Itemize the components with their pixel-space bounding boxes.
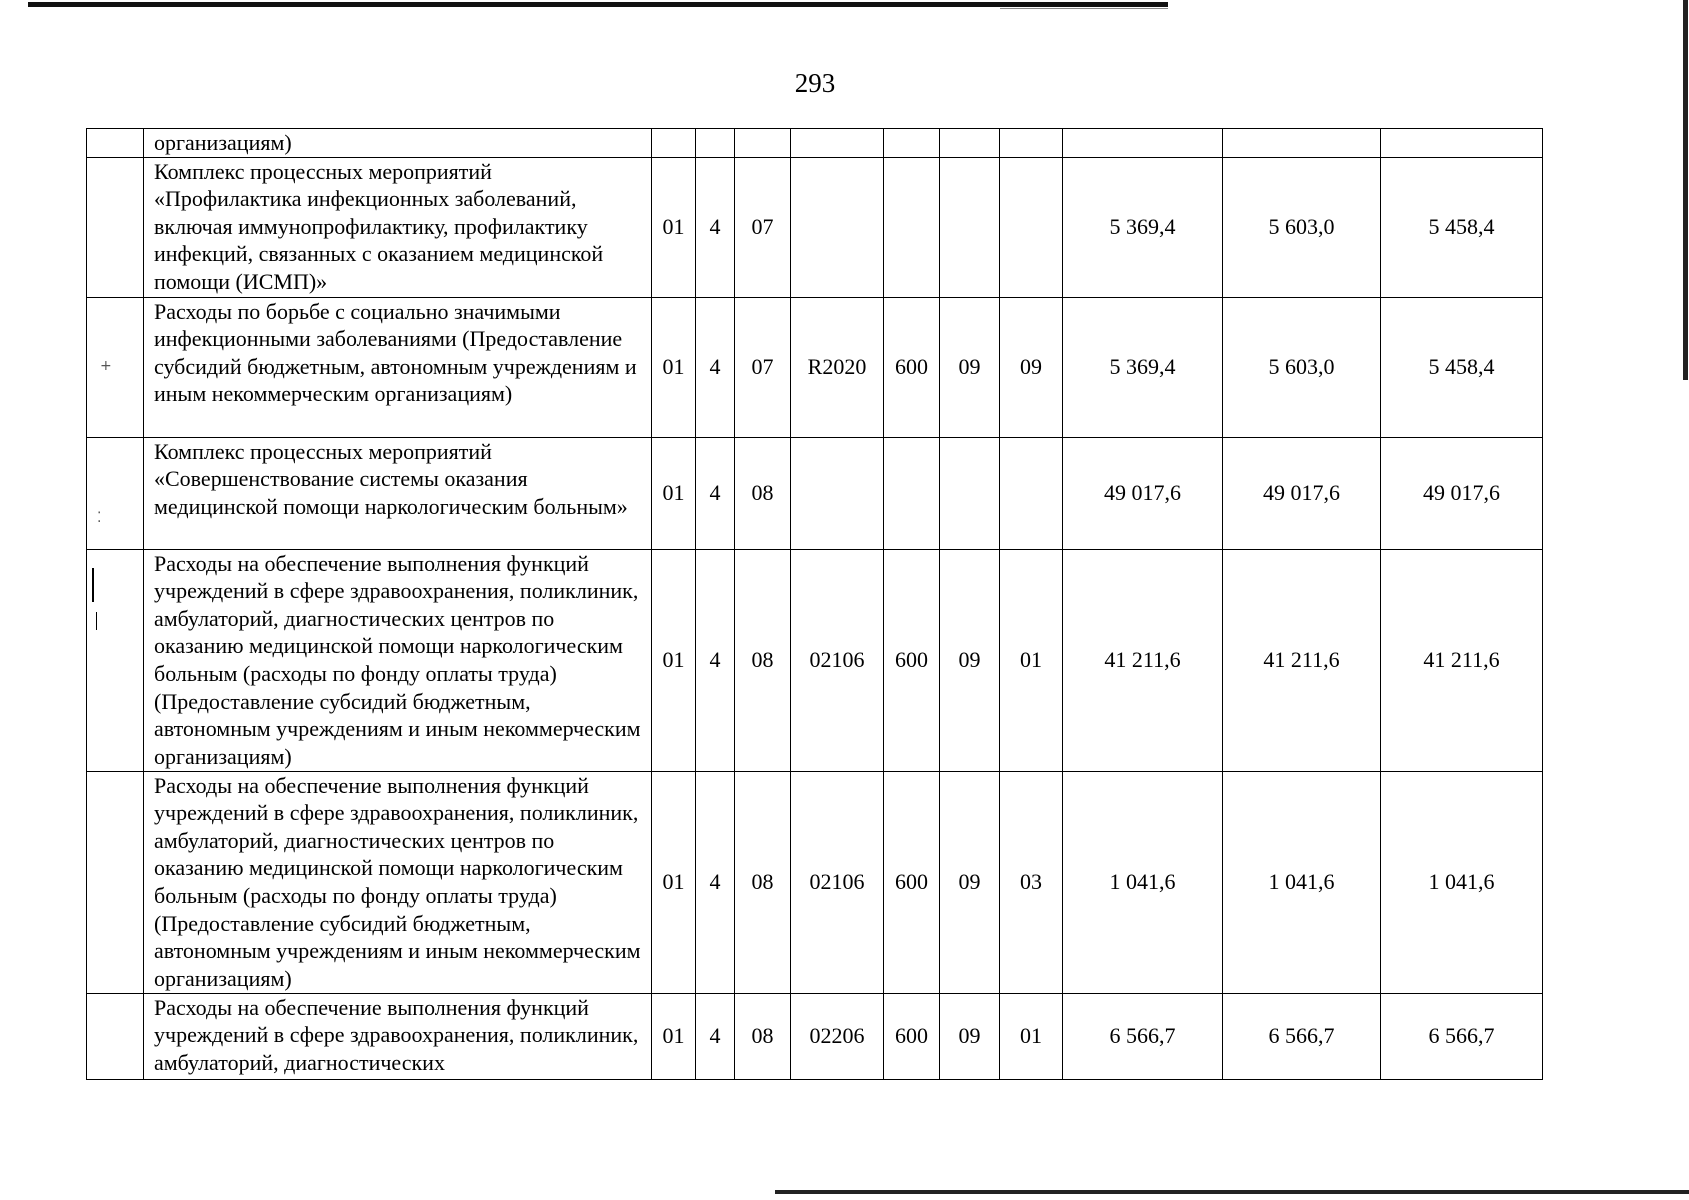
code-cell: 01 bbox=[652, 157, 696, 297]
amount-cell: 41 211,6 bbox=[1063, 549, 1223, 771]
code-cell: 02106 bbox=[791, 549, 884, 771]
row-index-cell bbox=[87, 157, 144, 297]
amount-cell: 1 041,6 bbox=[1223, 771, 1381, 993]
item-name: Комплекс процессных мероприятий «Профилактика инфекционных заболеваний, включая иммунопрофилактику, профилактику инфекций, связанных с оказанием медицинской помощи (ИСМП)» bbox=[144, 157, 652, 297]
code-cell bbox=[1000, 157, 1063, 297]
scan-speck: + bbox=[100, 358, 112, 374]
code-cell bbox=[940, 157, 1000, 297]
code-cell: 01 bbox=[652, 297, 696, 437]
code-cell bbox=[791, 437, 884, 549]
code-cell: 600 bbox=[884, 771, 940, 993]
row-index-cell bbox=[87, 297, 144, 437]
amount-cell: 6 566,7 bbox=[1223, 993, 1381, 1079]
bottom-edge-rule bbox=[775, 1190, 1689, 1194]
amount-cell: 5 458,4 bbox=[1381, 297, 1543, 437]
code-cell bbox=[884, 437, 940, 549]
code-cell: 4 bbox=[696, 771, 735, 993]
amount-cell: 49 017,6 bbox=[1063, 437, 1223, 549]
amount-cell: 6 566,7 bbox=[1063, 993, 1223, 1079]
amount-cell: 1 041,6 bbox=[1381, 771, 1543, 993]
item-name: Расходы на обеспечение выполнения функций учреждений в сфере здравоохранения, поликлиник, амбулаторий, диагностических центров по оказанию медицинской помощи наркологическим больным (расходы по фонду оплаты труда) (Предоставление субсидий бюджетным, автономным учреждениям и иным некоммерческим организациям) bbox=[144, 771, 652, 993]
item-name: Комплекс процессных мероприятий «Совершенствование системы оказания медицинской помощи наркологическим больным» bbox=[144, 437, 652, 549]
amount-cell: 5 603,0 bbox=[1223, 157, 1381, 297]
table-row bbox=[87, 437, 1543, 549]
item-name: организациям) bbox=[144, 129, 652, 158]
code-cell: 4 bbox=[696, 437, 735, 549]
code-cell bbox=[735, 129, 791, 158]
row-index-cell bbox=[87, 549, 144, 771]
amount-cell: 5 369,4 bbox=[1063, 157, 1223, 297]
code-cell: 09 bbox=[940, 993, 1000, 1079]
row-index-cell bbox=[87, 993, 144, 1079]
code-cell: 08 bbox=[735, 437, 791, 549]
code-cell bbox=[652, 129, 696, 158]
code-cell: 08 bbox=[735, 993, 791, 1079]
code-cell: 4 bbox=[696, 993, 735, 1079]
code-cell: 600 bbox=[884, 297, 940, 437]
code-cell: 01 bbox=[1000, 549, 1063, 771]
code-cell: 01 bbox=[1000, 993, 1063, 1079]
code-cell: 01 bbox=[652, 437, 696, 549]
code-cell bbox=[940, 437, 1000, 549]
code-cell: 08 bbox=[735, 771, 791, 993]
row-index-cell bbox=[87, 437, 144, 549]
top-edge-thin-rule bbox=[1000, 8, 1168, 9]
item-name: Расходы на обеспечение выполнения функций учреждений в сфере здравоохранения, поликлиник, амбулаторий, диагностических центров по оказанию медицинской помощи наркологическим больным (расходы по фонду оплаты труда) (Предоставление субсидий бюджетным, автономным учреждениям и иным некоммерческим организациям) bbox=[144, 549, 652, 771]
code-cell: 4 bbox=[696, 157, 735, 297]
code-cell: 4 bbox=[696, 549, 735, 771]
code-cell bbox=[696, 129, 735, 158]
item-name: Расходы по борьбе с социально значимыми инфекционными заболеваниями (Предоставление субсидий бюджетным, автономным учреждениям и иным некоммерческим организациям) bbox=[144, 297, 652, 437]
code-cell: 02206 bbox=[791, 993, 884, 1079]
scan-speck: ⁚ bbox=[97, 510, 102, 526]
code-cell: 09 bbox=[1000, 297, 1063, 437]
amount-cell bbox=[1063, 129, 1223, 158]
row-index-cell bbox=[87, 129, 144, 158]
table-row bbox=[87, 297, 1543, 437]
amount-cell: 49 017,6 bbox=[1223, 437, 1381, 549]
code-cell bbox=[884, 157, 940, 297]
code-cell: 4 bbox=[696, 297, 735, 437]
code-cell: 01 bbox=[652, 771, 696, 993]
code-cell bbox=[1000, 437, 1063, 549]
code-cell bbox=[940, 129, 1000, 158]
table-row bbox=[87, 993, 1543, 1079]
table-row bbox=[87, 129, 1543, 158]
code-cell bbox=[791, 157, 884, 297]
top-edge-rule bbox=[28, 2, 1168, 7]
amount-cell bbox=[1223, 129, 1381, 158]
code-cell: 09 bbox=[940, 297, 1000, 437]
right-edge-shadow bbox=[1683, 0, 1688, 380]
code-cell bbox=[884, 129, 940, 158]
amount-cell: 6 566,7 bbox=[1381, 993, 1543, 1079]
code-cell bbox=[1000, 129, 1063, 158]
scan-margin-mark bbox=[92, 568, 94, 602]
code-cell: 08 bbox=[735, 549, 791, 771]
row-index-cell bbox=[87, 771, 144, 993]
code-cell: 02106 bbox=[791, 771, 884, 993]
code-cell: 07 bbox=[735, 297, 791, 437]
amount-cell: 1 041,6 bbox=[1063, 771, 1223, 993]
amount-cell: 41 211,6 bbox=[1381, 549, 1543, 771]
amount-cell: 5 458,4 bbox=[1381, 157, 1543, 297]
scan-margin-mark bbox=[96, 612, 97, 630]
code-cell: 01 bbox=[652, 993, 696, 1079]
amount-cell bbox=[1381, 129, 1543, 158]
table-row bbox=[87, 157, 1543, 297]
amount-cell: 5 369,4 bbox=[1063, 297, 1223, 437]
item-name: Расходы на обеспечение выполнения функций учреждений в сфере здравоохранения, поликлиник, амбулаторий, диагностических bbox=[144, 993, 652, 1079]
code-cell: 600 bbox=[884, 993, 940, 1079]
code-cell: 07 bbox=[735, 157, 791, 297]
code-cell: 09 bbox=[940, 771, 1000, 993]
code-cell: R2020 bbox=[791, 297, 884, 437]
table-row bbox=[87, 771, 1543, 993]
code-cell: 09 bbox=[940, 549, 1000, 771]
page-number: 293 bbox=[794, 68, 836, 98]
code-cell: 03 bbox=[1000, 771, 1063, 993]
budget-table bbox=[86, 128, 1543, 1080]
amount-cell: 5 603,0 bbox=[1223, 297, 1381, 437]
amount-cell: 49 017,6 bbox=[1381, 437, 1543, 549]
code-cell bbox=[791, 129, 884, 158]
table-row bbox=[87, 549, 1543, 771]
code-cell: 01 bbox=[652, 549, 696, 771]
code-cell: 600 bbox=[884, 549, 940, 771]
amount-cell: 41 211,6 bbox=[1223, 549, 1381, 771]
